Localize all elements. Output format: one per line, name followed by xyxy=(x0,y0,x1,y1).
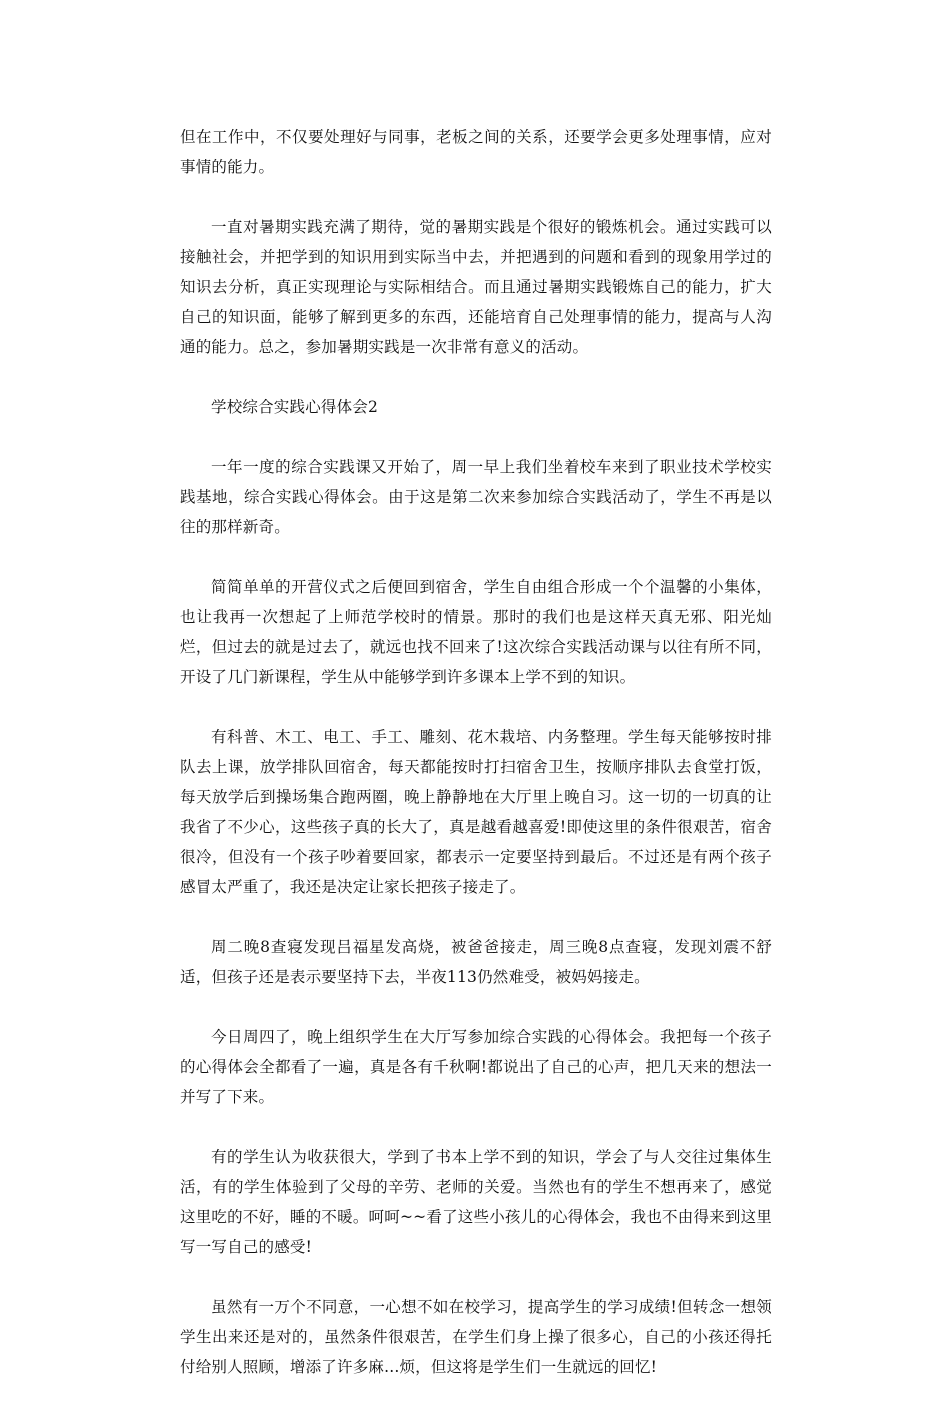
document-body xyxy=(180,122,772,1412)
paragraph: 周二晚8查寝发现吕福星发高烧，被爸爸接走，周三晚8点查寝，发现刘震不舒适，但孩子还是表示要坚持下去，半夜113仍然难受，被妈妈接走。 xyxy=(180,938,772,986)
paragraph: 一年一度的综合实践课又开始了，周一早上我们坐着校车来到了职业技术学校实践基地，综合实践心得体会。由于这是第二次来参加综合实践活动了，学生不再是以往的那样新奇。 xyxy=(180,458,772,536)
paragraph-continuation: 但在工作中，不仅要处理好与同事，老板之间的关系，还要学会更多处理事情，应对事情的能力。 xyxy=(180,128,772,176)
paragraph: 一直对暑期实践充满了期待，觉的暑期实践是个很好的锻炼机会。通过实践可以接触社会，并把学到的知识用到实际当中去，并把遇到的问题和看到的现象用学过的知识去分析，真正实现理论与实际相结合。而且通过暑期实践锻炼自己的能力，扩大自己的知识面，能够了解到更多的东西，还能培育自己处理事情的能力，提高与人沟通的能力。总之，参加暑期实践是一次非常有意义的活动。 xyxy=(180,218,772,356)
paragraph: 有的学生认为收获很大，学到了书本上学不到的知识，学会了与人交往过集体生活，有的学生体验到了父母的辛劳、老师的关爱。当然也有的学生不想再来了，感觉这里吃的不好，睡的不暖。呵呵~~看了这些小孩儿的心得体会，我也不由得来到这里写一写自己的感受! xyxy=(180,1148,772,1256)
section-heading: 学校综合实践心得体会2 xyxy=(211,398,379,416)
paragraph: 今日周四了，晚上组织学生在大厅写参加综合实践的心得体会。我把每一个孩子的心得体会全都看了一遍，真是各有千秋啊!都说出了自己的心声，把几天来的想法一并写了下来。 xyxy=(180,1028,772,1106)
paragraph: 有科普、木工、电工、手工、雕刻、花木栽培、内务整理。学生每天能够按时排队去上课，放学排队回宿舍，每天都能按时打扫宿舍卫生，按顺序排队去食堂打饭，每天放学后到操场集合跑两圈，晚上静静地在大厅里上晚自习。这一切的一切真的让我省了不少心，这些孩子真的长大了，真是越看越喜爱!即使这里的条件很艰苦，宿舍很冷，但没有一个孩子吵着要回家，都表示一定要坚持到最后。不过还是有两个孩子感冒太严重了，我还是决定让家长把孩子接走了。 xyxy=(180,728,772,896)
paragraph: 简简单单的开营仪式之后便回到宿舍，学生自由组合形成一个个温馨的小集体，也让我再一次想起了上师范学校时的情景。那时的我们也是这样天真无邪、阳光灿烂，但过去的就是过去了，就远也找不回来了!这次综合实践活动课与以往有所不同，开设了几门新课程，学生从中能够学到许多课本上学不到的知识。 xyxy=(180,578,772,686)
paragraph: 虽然有一万个不同意，一心想不如在校学习，提高学生的学习成绩!但转念一想领学生出来还是对的，虽然条件很艰苦，在学生们身上操了很多心，自己的小孩还得托付给别人照顾，增添了许多麻...烦，但这将是学生们一生就远的回忆! xyxy=(180,1298,772,1376)
